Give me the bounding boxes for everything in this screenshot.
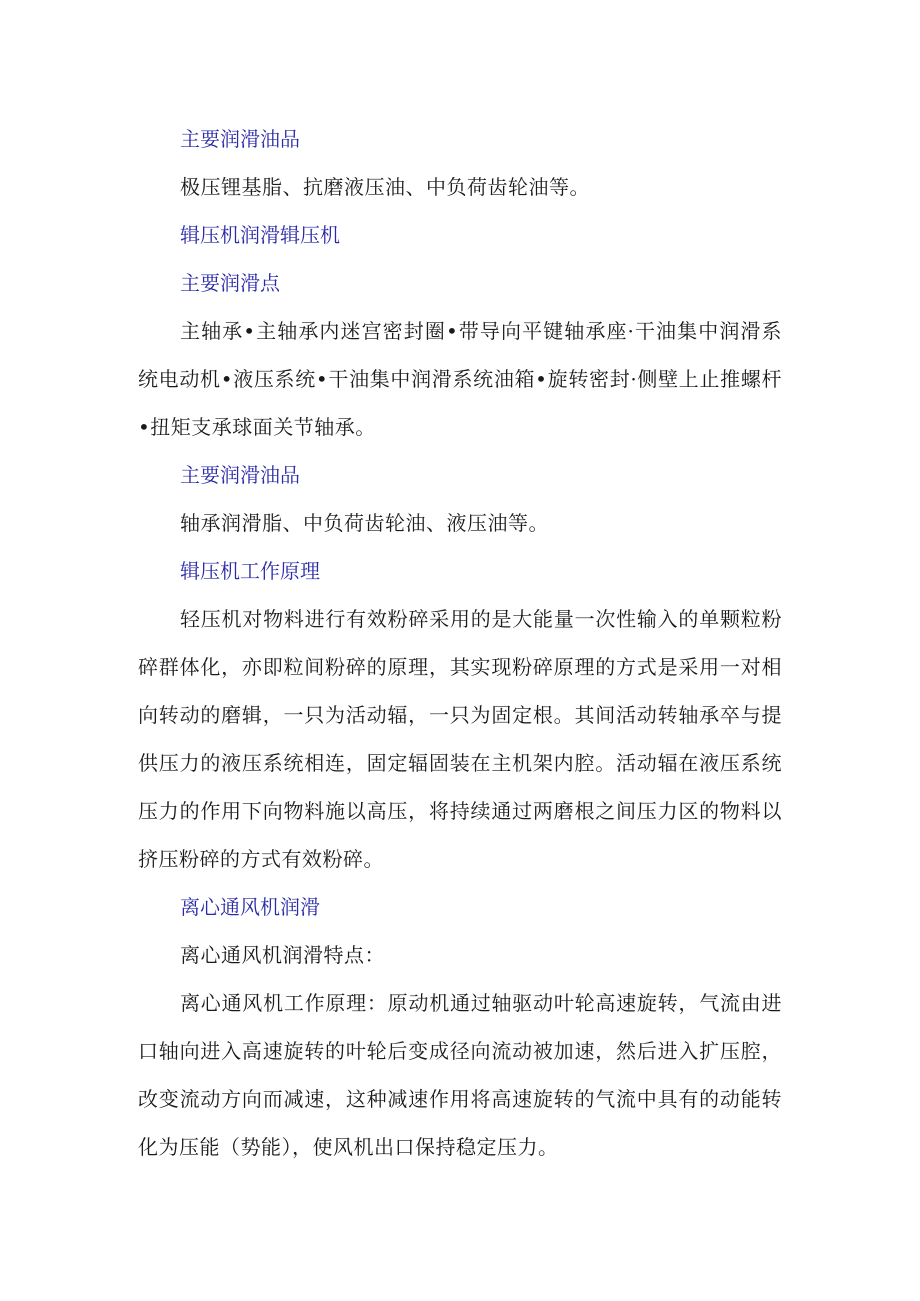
- para-centrifugal-fan-principle: 离心通风机工作原理：原动机通过轴驱动叶轮高速旋转，气流由进口轴向进入高速旋转的叶轮后变成径向流动被加速，然后进入扩压腔，改变流动方向而减速，这种减速作用将高速旋转的气流中具有的动能转化为压能（势能），使风机出口保持稳定压力。: [138, 991, 782, 1159]
- para-centrifugal-fan-features: 离心通风机润滑特点：: [180, 943, 385, 967]
- heading-main-lubrication-points: 主要润滑点: [180, 271, 280, 295]
- heading-roller-press-lubrication: 辑压机润滑辑压机: [180, 223, 340, 247]
- heading-main-lubricants-1: 主要润滑油品: [180, 127, 300, 151]
- para-lubrication-points: 主轴承•主轴承内迷宫密封圈•带导向平键轴承座·干油集中润滑系统电动机•液压系统•干油集中润滑系统油箱•旋转密封·侧壁上止推螺杆•扭矩支承球面关节轴承。: [138, 319, 782, 439]
- heading-roller-press-principle: 辑压机工作原理: [180, 559, 320, 583]
- heading-centrifugal-fan-lubrication: 离心通风机润滑: [180, 895, 320, 919]
- para-lubricants-list-2: 轴承润滑脂、中负荷齿轮油、液压油等。: [180, 511, 549, 535]
- para-roller-press-principle: 轻压机对物料进行有效粉碎采用的是大能量一次性输入的单颗粒粉碎群体化，亦即粒间粉碎的原理，其实现粉碎原理的方式是采用一对相向转动的磨辑，一只为活动辐，一只为固定根。其间活动转轴承卒与提供压力的液压系统相连，固定辐固装在主机架内腔。活动辐在液压系统压力的作用下向物料施以高压，将持续通过两磨根之间压力区的物料以挤压粉碎的方式有效粉碎。: [138, 607, 782, 871]
- heading-main-lubricants-2: 主要润滑油品: [180, 463, 300, 487]
- para-lubricants-list-1: 极压锂基脂、抗磨液压油、中负荷齿轮油等。: [180, 175, 590, 199]
